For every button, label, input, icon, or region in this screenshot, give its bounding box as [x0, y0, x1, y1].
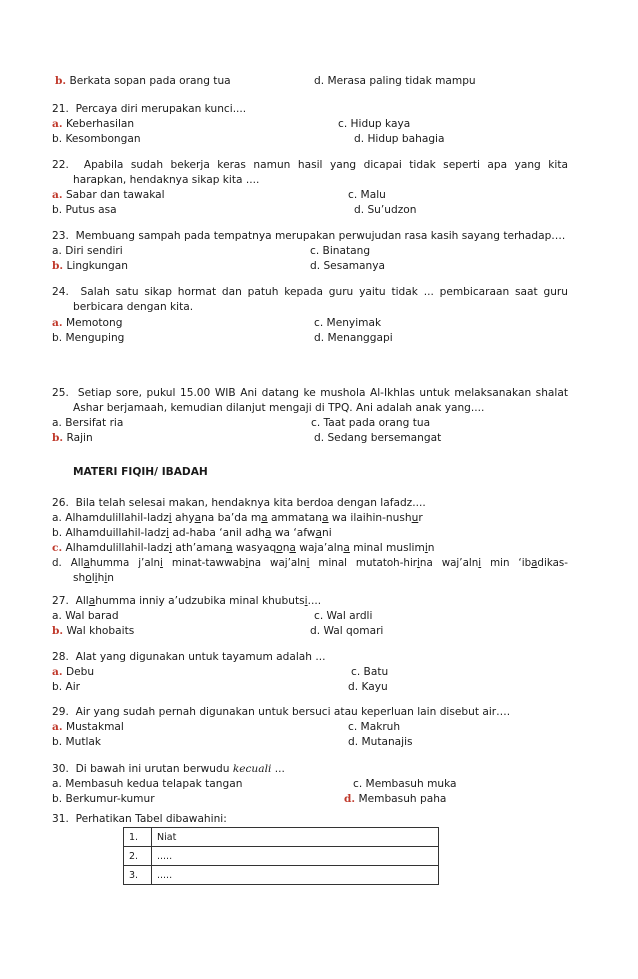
q22-question-line1: 22. Apabila sudah bekerja keras namun hasil yang dicapai tidak seperti apa yang kita	[52, 159, 568, 171]
q25-option-row-bd: b. Rajin d. Sedang bersemangat	[52, 432, 442, 444]
table-row: 1. Niat	[124, 828, 439, 847]
q22-option-row-bd: b. Putus asa d. Su’udzon	[52, 204, 417, 216]
q24-option-row-bd: b. Menguping d. Menanggapi	[52, 332, 393, 344]
section-heading: MATERI FIQIH/ IBADAH	[73, 466, 208, 478]
q29-question: 29. Air yang sudah pernah digunakan untuk bersuci atau keperluan lain disebut air….	[52, 706, 511, 718]
q26-question: 26. Bila telah selesai makan, hendaknya kita berdoa dengan lafadz....	[52, 497, 426, 509]
q26-option-d-line2: sholihin	[73, 572, 115, 584]
q27-option-row-bd: b. Wal khobaits d. Wal qomari	[52, 625, 384, 637]
q24-option-row-ac: a. Memotong c. Menyimak	[52, 317, 382, 329]
option-letter-marked: b.	[52, 432, 64, 444]
q28-question: 28. Alat yang digunakan untuk tayamum adalah ...	[52, 651, 326, 663]
q29-option-row-ac: a. Mustakmal c. Makruh	[52, 721, 401, 733]
q24-question-line1: 24. Salah satu sikap hormat dan patuh kepada guru yaitu tidak ... pembicaraan saat guru	[52, 286, 568, 298]
q29-option-row-bd: b. Mutlak d. Mutanajis	[52, 736, 413, 748]
q23-option-row-ac: a. Diri sendiri c. Binatang	[52, 245, 371, 257]
table-row: 3. .....	[124, 866, 439, 885]
q21-option-row-ac: a. Keberhasilan c. Hidup kaya	[52, 118, 411, 130]
q27-question: 27. Allahumma inniy a’udzubika minal khubutsi....	[52, 595, 322, 607]
q27-option-row-ac: a. Wal barad c. Wal ardli	[52, 610, 373, 622]
q25-question-line2: Ashar berjamaah, kemudian dilanjut mengaji di TPQ. Ani adalah anak yang....	[73, 402, 485, 414]
q26-option-a: a. Alhamdulillahil-ladzi ahyana ba’da ma ammatana wa ilaihin-nushur	[52, 512, 423, 524]
q28-option-row-bd: b. Air d. Kayu	[52, 681, 388, 693]
option-letter-marked: b.	[52, 260, 64, 272]
option-letter-marked: c.	[52, 542, 63, 554]
q22-option-row-ac: a. Sabar dan tawakal c. Malu	[52, 189, 386, 201]
option-letter-marked: b.	[52, 625, 64, 637]
table-row: 2. .....	[124, 847, 439, 866]
q21-option-c: c. Hidup kaya	[338, 118, 411, 130]
q23-question: 23. Membuang sampah pada tempatnya merupakan perwujudan rasa kasih sayang terhadap….	[52, 230, 566, 242]
q26-option-c: c. Alhamdulillahil-ladzi ath’amana wasyaqona waja’alna minal muslimin	[52, 542, 435, 554]
q20-option-d: d. Merasa paling tidak mampu	[314, 75, 476, 87]
q25-option-row-ac: a. Bersifat ria c. Taat pada orang tua	[52, 417, 431, 429]
option-letter-marked: a.	[52, 189, 63, 201]
q21-option-row-bd: b. Kesombongan d. Hidup bahagia	[52, 133, 445, 145]
q23-option-row-bd: b. Lingkungan d. Sesamanya	[52, 260, 385, 272]
option-letter-marked: a.	[52, 118, 63, 130]
q22-question-line2: harapkan, hendaknya sikap kita ....	[73, 174, 260, 186]
q20-option-row-bd	[52, 74, 568, 89]
q31-question: 31. Perhatikan Tabel dibawahini:	[52, 813, 227, 825]
option-letter-marked: a.	[52, 317, 63, 329]
q26-option-b: b. Alhamduillahil-ladzi ad-haba ‘anil adha wa ‘afwani	[52, 527, 332, 539]
option-letter-marked: a.	[52, 666, 63, 678]
q25-question-line1: 25. Setiap sore, pukul 15.00 WIB Ani datang ke mushola Al-Ikhlas untuk melaksanakan shalat	[52, 387, 568, 399]
q20-option-b: b. Berkata sopan pada orang tua	[55, 75, 231, 87]
option-letter-marked: d.	[344, 793, 356, 805]
q21-option-d: d. Hidup bahagia	[354, 133, 445, 145]
q26-option-d: d. Allahumma j’alni minat-tawwabina waj’alni minal mutatoh-hirina waj’alni min ‘ibadikas-	[52, 557, 568, 569]
q30-option-row-bd: b. Berkumur-kumur d. Membasuh paha	[52, 793, 447, 805]
q28-option-row-ac: a. Debu c. Batu	[52, 666, 389, 678]
option-letter-marked: b.	[55, 75, 67, 87]
q30-option-row-ac: a. Membasuh kedua telapak tangan c. Membasuh muka	[52, 778, 457, 790]
q21-question: 21. Percaya diri merupakan kunci....	[52, 103, 247, 115]
option-letter-marked: a.	[52, 721, 63, 733]
wudu-steps-table	[123, 827, 439, 885]
q30-question: 30. Di bawah ini urutan berwudu kecuali ...	[52, 763, 285, 775]
q24-question-line2: berbicara dengan kita.	[73, 301, 194, 313]
